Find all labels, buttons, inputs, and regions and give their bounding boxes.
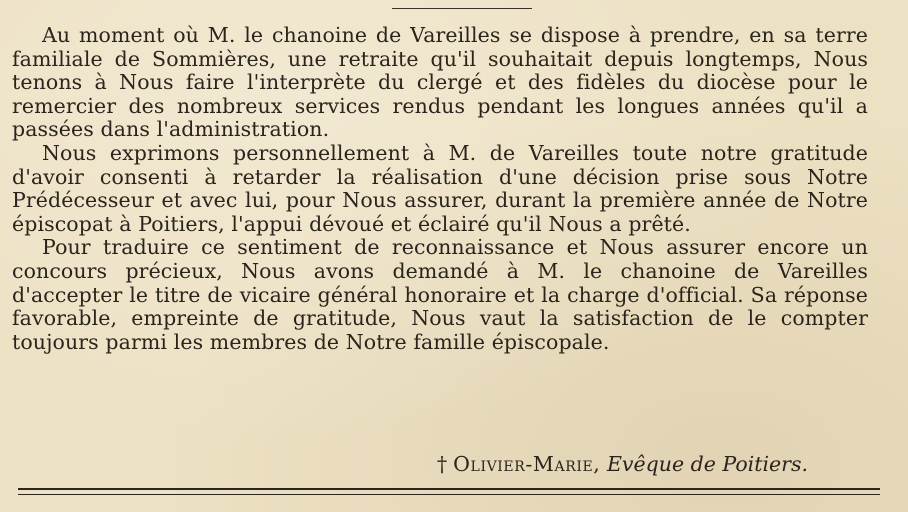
paragraph-1: Au moment où M. le chanoine de Vareilles se dispose à prendre, en sa terre familiale de Sommières, une retraite qu'il souhaitait depuis longtemps, Nous tenons à Nous faire l'interprète du clergé et des fidèles du diocèse pour le remercier des nombreux services rendus pendant les longues années qu'il a passées dans l'administration. [12, 23, 868, 142]
top-divider [392, 8, 532, 9]
signature-name: Olivier-Marie, [453, 452, 601, 476]
cross-symbol: † [436, 452, 448, 476]
letter-body [12, 24, 868, 354]
paragraph-2: Nous exprimons personnellement à M. de Vareilles toute notre gratitude d'avoir consenti à retarder la réalisation d'une décision prise sous Notre Prédécesseur et avec lui, pour Nous assurer, durant la première année de Notre épiscopat à Poitiers, l'appui dévoué et éclairé qu'il Nous a prêté. [12, 140, 868, 236]
paragraph-3: Pour traduire ce sentiment de reconnaissance et Nous assurer encore un concours précieux, Nous avons demandé à M. le chanoine de Vareilles d'accepter le titre de vicaire général honoraire et la charge d'official. Sa réponse favorable, empreinte de gratitude, Nous vaut la satisfaction de le compter toujours parmi les membres de Notre famille épiscopale. [12, 235, 868, 354]
bottom-divider [18, 488, 880, 495]
signature [0, 452, 808, 476]
signature-title: Evêque de Poitiers. [606, 452, 808, 476]
